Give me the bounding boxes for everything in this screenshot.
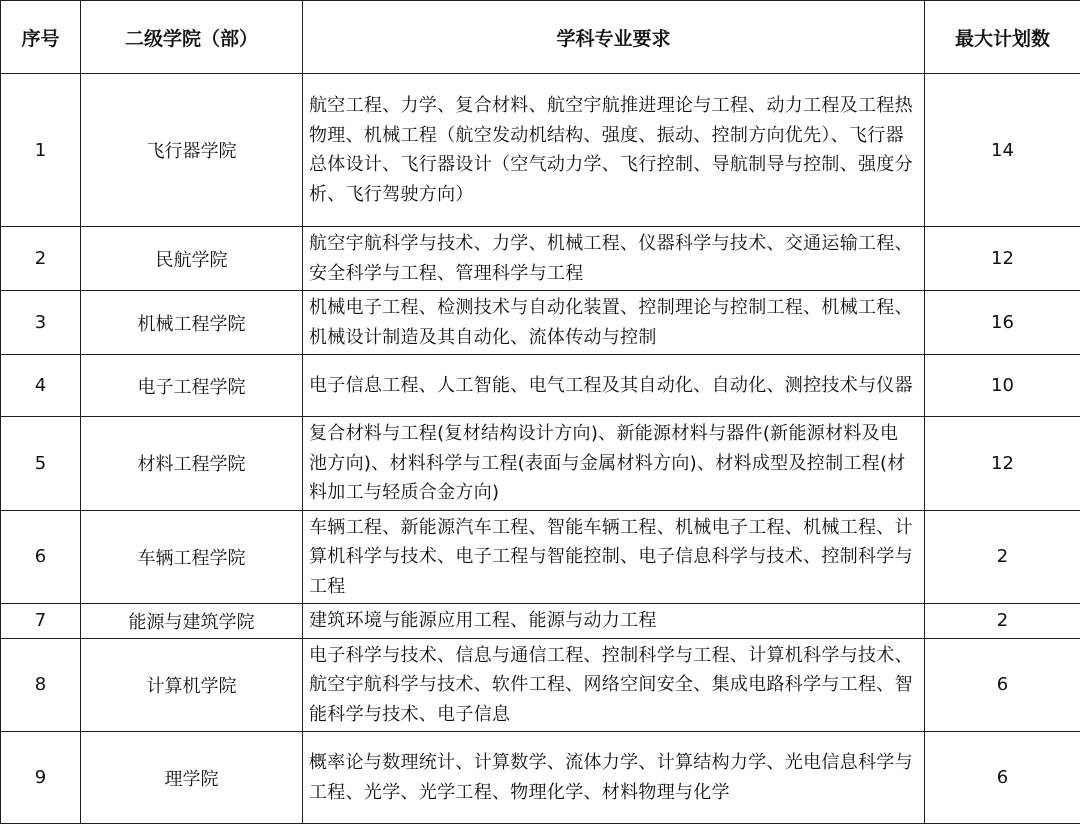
header-index: 序号 xyxy=(1,1,81,74)
table-row xyxy=(1,227,1080,291)
row-college: 车辆工程学院 xyxy=(81,510,303,604)
row-index: 6 xyxy=(1,510,81,604)
row-index: 5 xyxy=(1,417,81,511)
header-requirements: 学科专业要求 xyxy=(303,1,925,74)
row-max-plan: 12 xyxy=(925,227,1080,291)
row-requirements: 航空宇航科学与技术、力学、机械工程、仪器科学与技术、交通运输工程、安全科学与工程、管理科学与工程 xyxy=(303,227,925,291)
row-college: 机械工程学院 xyxy=(81,291,303,355)
row-requirements: 复合材料与工程(复材结构设计方向)、新能源材料与器件(新能源材料及电池方向)、材料科学与工程(表面与金属材料方向)、材料成型及控制工程(材料加工与轻质合金方向) xyxy=(303,417,925,511)
row-index: 9 xyxy=(1,732,81,824)
row-college: 电子工程学院 xyxy=(81,355,303,417)
row-max-plan: 10 xyxy=(925,355,1080,417)
row-requirements: 机械电子工程、检测技术与自动化装置、控制理论与控制工程、机械工程、机械设计制造及其自动化、流体传动与控制 xyxy=(303,291,925,355)
table-row xyxy=(1,638,1080,732)
row-max-plan: 6 xyxy=(925,638,1080,732)
row-requirements: 建筑环境与能源应用工程、能源与动力工程 xyxy=(303,604,925,639)
row-college: 理学院 xyxy=(81,732,303,824)
row-max-plan: 2 xyxy=(925,510,1080,604)
row-index: 4 xyxy=(1,355,81,417)
row-college: 计算机学院 xyxy=(81,638,303,732)
row-index: 8 xyxy=(1,638,81,732)
header-max-plan: 最大计划数 xyxy=(925,1,1080,74)
row-index: 2 xyxy=(1,227,81,291)
row-max-plan: 14 xyxy=(925,74,1080,227)
table-row xyxy=(1,355,1080,417)
row-college: 能源与建筑学院 xyxy=(81,604,303,639)
table-row xyxy=(1,74,1080,227)
row-requirements: 电子科学与技术、信息与通信工程、控制科学与工程、计算机科学与技术、航空宇航科学与技术、软件工程、网络空间安全、集成电路科学与工程、智能科学与技术、电子信息 xyxy=(303,638,925,732)
row-max-plan: 6 xyxy=(925,732,1080,824)
row-requirements: 航空工程、力学、复合材料、航空宇航推进理论与工程、动力工程及工程热物理、机械工程（航空发动机结构、强度、振动、控制方向优先）、飞行器总体设计、飞行器设计（空气动力学、飞行控制、导航制导与控制、强度分析、飞行驾驶方向） xyxy=(303,74,925,227)
row-max-plan: 2 xyxy=(925,604,1080,639)
header-college: 二级学院（部） xyxy=(81,1,303,74)
table-row xyxy=(1,291,1080,355)
row-requirements: 电子信息工程、人工智能、电气工程及其自动化、自动化、测控技术与仪器 xyxy=(303,355,925,417)
row-index: 7 xyxy=(1,604,81,639)
table-row xyxy=(1,510,1080,604)
row-index: 1 xyxy=(1,74,81,227)
row-requirements: 车辆工程、新能源汽车工程、智能车辆工程、机械电子工程、机械工程、计算机科学与技术、电子工程与智能控制、电子信息科学与技术、控制科学与工程 xyxy=(303,510,925,604)
row-requirements: 概率论与数理统计、计算数学、流体力学、计算结构力学、光电信息科学与工程、光学、光学工程、物理化学、材料物理与化学 xyxy=(303,732,925,824)
row-college: 飞行器学院 xyxy=(81,74,303,227)
header-row xyxy=(1,1,1080,74)
table-row xyxy=(1,417,1080,511)
table-row xyxy=(1,604,1080,639)
row-college: 民航学院 xyxy=(81,227,303,291)
row-max-plan: 12 xyxy=(925,417,1080,511)
table-row xyxy=(1,732,1080,824)
row-index: 3 xyxy=(1,291,81,355)
row-college: 材料工程学院 xyxy=(81,417,303,511)
row-max-plan: 16 xyxy=(925,291,1080,355)
